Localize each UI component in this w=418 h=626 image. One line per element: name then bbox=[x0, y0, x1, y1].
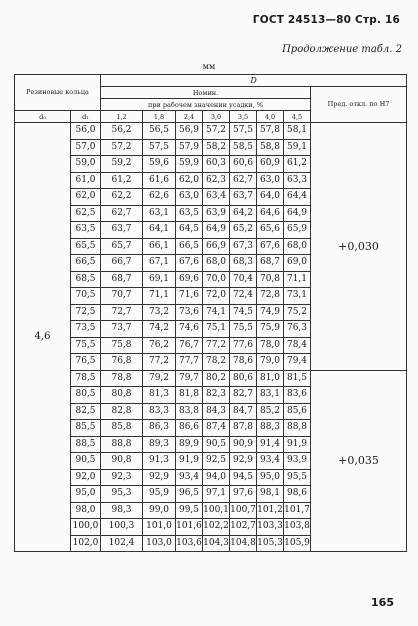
d-nominal-cell: 103,6 bbox=[176, 535, 203, 552]
rubber-ring-header: Резиновые кольца bbox=[15, 75, 101, 111]
d1-cell: 62,5 bbox=[71, 205, 101, 222]
d-nominal-cell: 73,7 bbox=[101, 321, 143, 338]
d-nominal-cell: 56,9 bbox=[176, 123, 203, 140]
d-nominal-cell: 77,2 bbox=[143, 354, 176, 371]
d1-header: d₁ bbox=[71, 111, 101, 123]
d1-cell: 98,0 bbox=[71, 502, 101, 519]
d-nominal-cell: 85,6 bbox=[284, 403, 311, 420]
d-nominal-cell: 63,0 bbox=[257, 172, 284, 189]
d1-cell: 61,0 bbox=[71, 172, 101, 189]
tolerance-cell: +0,030 bbox=[311, 123, 407, 371]
d-nominal-cell: 80,6 bbox=[230, 370, 257, 387]
d-nominal-cell: 62,0 bbox=[176, 172, 203, 189]
d-nominal-cell: 74,1 bbox=[203, 304, 230, 321]
d-nominal-cell: 85,2 bbox=[257, 403, 284, 420]
d-nominal-cell: 83,6 bbox=[284, 387, 311, 404]
d-nominal-cell: 101,2 bbox=[257, 502, 284, 519]
d-nominal-cell: 58,1 bbox=[284, 123, 311, 140]
d1-cell: 68,5 bbox=[71, 271, 101, 288]
shrinkage-header: 3,0 bbox=[203, 111, 230, 123]
d-nominal-cell: 103,8 bbox=[284, 519, 311, 536]
d-nominal-cell: 90,8 bbox=[101, 453, 143, 470]
d-nominal-cell: 61,2 bbox=[284, 156, 311, 173]
d-nominal-cell: 79,7 bbox=[176, 370, 203, 387]
d-nominal-cell: 57,5 bbox=[143, 139, 176, 156]
d-nominal-cell: 91,4 bbox=[257, 436, 284, 453]
d-nominal-cell: 66,5 bbox=[176, 238, 203, 255]
d-nominal-cell: 97,1 bbox=[203, 486, 230, 503]
d-nominal-cell: 102,4 bbox=[101, 535, 143, 552]
d1-cell: 56,0 bbox=[71, 123, 101, 140]
d-nominal-cell: 58,8 bbox=[257, 139, 284, 156]
table-row bbox=[15, 370, 407, 387]
d-nominal-cell: 68,0 bbox=[203, 255, 230, 272]
d-nominal-cell: 59,9 bbox=[176, 156, 203, 173]
d1-cell: 82,5 bbox=[71, 403, 101, 420]
d-nominal-cell: 90,9 bbox=[230, 436, 257, 453]
d-nominal-cell: 63,7 bbox=[230, 189, 257, 206]
d-nominal-cell: 73,6 bbox=[176, 304, 203, 321]
d-nominal-cell: 98,6 bbox=[284, 486, 311, 503]
d-nominal-cell: 62,7 bbox=[101, 205, 143, 222]
d-nominal-cell: 93,4 bbox=[176, 469, 203, 486]
d-nominal-cell: 91,9 bbox=[284, 436, 311, 453]
shrinkage-header: 1,8 bbox=[143, 111, 176, 123]
d1-cell: 95,0 bbox=[71, 486, 101, 503]
d0-value: 4,6 bbox=[15, 123, 71, 552]
d-nominal-cell: 97,6 bbox=[230, 486, 257, 503]
d-nominal-cell: 95,5 bbox=[284, 469, 311, 486]
d-nominal-cell: 57,2 bbox=[203, 123, 230, 140]
d1-cell: 80,5 bbox=[71, 387, 101, 404]
d-nominal-cell: 63,5 bbox=[176, 205, 203, 222]
d-nominal-cell: 75,5 bbox=[230, 321, 257, 338]
d-nominal-cell: 67,1 bbox=[143, 255, 176, 272]
d-nominal-cell: 87,4 bbox=[203, 420, 230, 437]
d-nominal-cell: 62,2 bbox=[101, 189, 143, 206]
d-nominal-cell: 60,3 bbox=[203, 156, 230, 173]
d-nominal-cell: 83,1 bbox=[257, 387, 284, 404]
d-nominal-cell: 105,9 bbox=[284, 535, 311, 552]
d-nominal-cell: 74,5 bbox=[230, 304, 257, 321]
d-nominal-cell: 88,3 bbox=[257, 420, 284, 437]
d-nominal-cell: 90,5 bbox=[203, 436, 230, 453]
d-nominal-cell: 56,5 bbox=[143, 123, 176, 140]
d-nominal-cell: 92,3 bbox=[101, 469, 143, 486]
d-nominal-cell: 69,6 bbox=[176, 271, 203, 288]
unit-label: мм bbox=[202, 62, 216, 71]
d-nominal-cell: 75,8 bbox=[101, 337, 143, 354]
d1-cell: 78,5 bbox=[71, 370, 101, 387]
d-nominal-cell: 58,5 bbox=[230, 139, 257, 156]
d-nominal-cell: 57,2 bbox=[101, 139, 143, 156]
d-nominal-cell: 71,1 bbox=[284, 271, 311, 288]
shrinkage-header: 1,2 bbox=[101, 111, 143, 123]
d-nominal-cell: 100,1 bbox=[203, 502, 230, 519]
d-nominal-cell: 91,9 bbox=[176, 453, 203, 470]
d-nominal-cell: 61,6 bbox=[143, 172, 176, 189]
d1-cell: 90,5 bbox=[71, 453, 101, 470]
d-nominal-cell: 76,3 bbox=[284, 321, 311, 338]
d-nominal-cell: 81,8 bbox=[176, 387, 203, 404]
table-body bbox=[15, 123, 407, 552]
d-nominal-cell: 100,7 bbox=[230, 502, 257, 519]
d-nominal-cell: 72,8 bbox=[257, 288, 284, 305]
page-number: 165 bbox=[371, 596, 394, 609]
d-nominal-cell: 101,7 bbox=[284, 502, 311, 519]
d-nominal-cell: 93,9 bbox=[284, 453, 311, 470]
d-nominal-cell: 91,3 bbox=[143, 453, 176, 470]
d-nominal-cell: 77,6 bbox=[230, 337, 257, 354]
shrinkage-header: 4,5 bbox=[284, 111, 311, 123]
d-nominal-cell: 64,1 bbox=[143, 222, 176, 239]
continuation-note: Продолжение табл. 2 bbox=[282, 44, 402, 55]
d1-cell: 70,5 bbox=[71, 288, 101, 305]
d1-cell: 92,0 bbox=[71, 469, 101, 486]
d-nominal-cell: 67,6 bbox=[176, 255, 203, 272]
d-group-header: D bbox=[101, 75, 407, 87]
d-nominal-cell: 83,8 bbox=[176, 403, 203, 420]
d-nominal-cell: 61,2 bbox=[101, 172, 143, 189]
d-nominal-cell: 72,0 bbox=[203, 288, 230, 305]
d1-cell: 59,0 bbox=[71, 156, 101, 173]
d-nominal-cell: 105,3 bbox=[257, 535, 284, 552]
d1-cell: 62,0 bbox=[71, 189, 101, 206]
document-header: ГОСТ 24513—80 Стр. 16 bbox=[252, 14, 400, 26]
d-nominal-cell: 64,9 bbox=[284, 205, 311, 222]
d-nominal-cell: 82,3 bbox=[203, 387, 230, 404]
d-nominal-cell: 56,2 bbox=[101, 123, 143, 140]
d-nominal-cell: 64,4 bbox=[284, 189, 311, 206]
d-nominal-cell: 57,8 bbox=[257, 123, 284, 140]
d-nominal-cell: 88,8 bbox=[101, 436, 143, 453]
d-nominal-cell: 81,3 bbox=[143, 387, 176, 404]
d1-cell: 65,5 bbox=[71, 238, 101, 255]
d-nominal-cell: 72,4 bbox=[230, 288, 257, 305]
d-nominal-cell: 100,3 bbox=[101, 519, 143, 536]
d-nominal-cell: 84,3 bbox=[203, 403, 230, 420]
d-nominal-cell: 67,3 bbox=[230, 238, 257, 255]
nominal-header: Номин. bbox=[101, 87, 311, 99]
d-nominal-cell: 73,2 bbox=[143, 304, 176, 321]
shrinkage-header: 4,0 bbox=[257, 111, 284, 123]
d1-cell: 85,5 bbox=[71, 420, 101, 437]
d-nominal-cell: 92,9 bbox=[143, 469, 176, 486]
d-nominal-cell: 87,8 bbox=[230, 420, 257, 437]
d-nominal-cell: 103,0 bbox=[143, 535, 176, 552]
d-nominal-cell: 68,3 bbox=[230, 255, 257, 272]
d-nominal-cell: 60,9 bbox=[257, 156, 284, 173]
d-nominal-cell: 77,2 bbox=[203, 337, 230, 354]
d1-cell: 57,0 bbox=[71, 139, 101, 156]
d-nominal-cell: 77,7 bbox=[176, 354, 203, 371]
d-nominal-cell: 64,0 bbox=[257, 189, 284, 206]
d-nominal-cell: 98,1 bbox=[257, 486, 284, 503]
d-nominal-cell: 94,5 bbox=[230, 469, 257, 486]
d-nominal-cell: 70,0 bbox=[203, 271, 230, 288]
dimension-table bbox=[14, 74, 407, 552]
d-nominal-cell: 92,5 bbox=[203, 453, 230, 470]
d-nominal-cell: 104,8 bbox=[230, 535, 257, 552]
d-nominal-cell: 79,2 bbox=[143, 370, 176, 387]
d-nominal-cell: 57,9 bbox=[176, 139, 203, 156]
shrinkage-header: 2,4 bbox=[176, 111, 203, 123]
d-nominal-cell: 63,1 bbox=[143, 205, 176, 222]
d-nominal-cell: 74,2 bbox=[143, 321, 176, 338]
d-nominal-cell: 64,5 bbox=[176, 222, 203, 239]
d-nominal-cell: 58,2 bbox=[203, 139, 230, 156]
d-nominal-cell: 99,0 bbox=[143, 502, 176, 519]
d-nominal-cell: 81,5 bbox=[284, 370, 311, 387]
d-nominal-cell: 63,7 bbox=[101, 222, 143, 239]
table-row bbox=[15, 123, 407, 140]
d-nominal-cell: 82,8 bbox=[101, 403, 143, 420]
d-nominal-cell: 68,7 bbox=[257, 255, 284, 272]
d-nominal-cell: 93,4 bbox=[257, 453, 284, 470]
d-nominal-cell: 70,7 bbox=[101, 288, 143, 305]
d-nominal-cell: 65,7 bbox=[101, 238, 143, 255]
d-nominal-cell: 86,3 bbox=[143, 420, 176, 437]
d-nominal-cell: 73,1 bbox=[284, 288, 311, 305]
d-nominal-cell: 75,1 bbox=[203, 321, 230, 338]
d-nominal-cell: 82,7 bbox=[230, 387, 257, 404]
d1-cell: 75,5 bbox=[71, 337, 101, 354]
d-nominal-cell: 79,0 bbox=[257, 354, 284, 371]
d-nominal-cell: 76,8 bbox=[101, 354, 143, 371]
d1-cell: 88,5 bbox=[71, 436, 101, 453]
d1-cell: 66,5 bbox=[71, 255, 101, 272]
d-nominal-cell: 81,0 bbox=[257, 370, 284, 387]
d1-cell: 102,0 bbox=[71, 535, 101, 552]
d-nominal-cell: 59,1 bbox=[284, 139, 311, 156]
d-nominal-cell: 57,5 bbox=[230, 123, 257, 140]
d-nominal-cell: 101,6 bbox=[176, 519, 203, 536]
d-nominal-cell: 74,6 bbox=[176, 321, 203, 338]
d-nominal-cell: 71,6 bbox=[176, 288, 203, 305]
d-nominal-cell: 59,2 bbox=[101, 156, 143, 173]
d-nominal-cell: 65,6 bbox=[257, 222, 284, 239]
d1-cell: 100,0 bbox=[71, 519, 101, 536]
d-nominal-cell: 86,6 bbox=[176, 420, 203, 437]
d-nominal-cell: 85,8 bbox=[101, 420, 143, 437]
d-nominal-cell: 63,9 bbox=[203, 205, 230, 222]
d-nominal-cell: 79,4 bbox=[284, 354, 311, 371]
d-nominal-cell: 66,7 bbox=[101, 255, 143, 272]
d-nominal-cell: 69,0 bbox=[284, 255, 311, 272]
tolerance-cell: +0,035 bbox=[311, 370, 407, 552]
d-nominal-cell: 70,8 bbox=[257, 271, 284, 288]
d-nominal-cell: 95,3 bbox=[101, 486, 143, 503]
d-nominal-cell: 70,4 bbox=[230, 271, 257, 288]
d-nominal-cell: 66,9 bbox=[203, 238, 230, 255]
d-nominal-cell: 94,0 bbox=[203, 469, 230, 486]
d-nominal-cell: 64,9 bbox=[203, 222, 230, 239]
d-nominal-cell: 60,6 bbox=[230, 156, 257, 173]
d-nominal-cell: 80,2 bbox=[203, 370, 230, 387]
d-nominal-cell: 104,3 bbox=[203, 535, 230, 552]
d0-header: d₀ bbox=[15, 111, 71, 123]
d-nominal-cell: 96,5 bbox=[176, 486, 203, 503]
d1-cell: 73,5 bbox=[71, 321, 101, 338]
d1-cell: 63,5 bbox=[71, 222, 101, 239]
d1-cell: 76,5 bbox=[71, 354, 101, 371]
d-nominal-cell: 64,2 bbox=[230, 205, 257, 222]
d-nominal-cell: 71,1 bbox=[143, 288, 176, 305]
d-nominal-cell: 68,0 bbox=[284, 238, 311, 255]
d-nominal-cell: 103,3 bbox=[257, 519, 284, 536]
d1-cell: 72,5 bbox=[71, 304, 101, 321]
d-nominal-cell: 78,0 bbox=[257, 337, 284, 354]
d-nominal-cell: 66,1 bbox=[143, 238, 176, 255]
d-nominal-cell: 65,9 bbox=[284, 222, 311, 239]
d-nominal-cell: 67,6 bbox=[257, 238, 284, 255]
d-nominal-cell: 65,2 bbox=[230, 222, 257, 239]
d-nominal-cell: 62,7 bbox=[230, 172, 257, 189]
shrinkage-label: при рабочем значении усадки, % bbox=[101, 99, 311, 111]
d-nominal-cell: 84,7 bbox=[230, 403, 257, 420]
d-nominal-cell: 63,0 bbox=[176, 189, 203, 206]
tolerance-header: Пред. откл. по Н7 bbox=[311, 87, 407, 123]
d-nominal-cell: 95,9 bbox=[143, 486, 176, 503]
d-nominal-cell: 59,6 bbox=[143, 156, 176, 173]
d-nominal-cell: 75,9 bbox=[257, 321, 284, 338]
d-nominal-cell: 99,5 bbox=[176, 502, 203, 519]
d-nominal-cell: 83,3 bbox=[143, 403, 176, 420]
d-nominal-cell: 64,6 bbox=[257, 205, 284, 222]
d-nominal-cell: 72,7 bbox=[101, 304, 143, 321]
d-nominal-cell: 102,2 bbox=[203, 519, 230, 536]
d-nominal-cell: 78,4 bbox=[284, 337, 311, 354]
d-nominal-cell: 78,8 bbox=[101, 370, 143, 387]
d-nominal-cell: 88,8 bbox=[284, 420, 311, 437]
d-nominal-cell: 89,3 bbox=[143, 436, 176, 453]
d-nominal-cell: 76,2 bbox=[143, 337, 176, 354]
d-nominal-cell: 63,3 bbox=[284, 172, 311, 189]
d-nominal-cell: 78,2 bbox=[203, 354, 230, 371]
shrinkage-header: 3,5 bbox=[230, 111, 257, 123]
d-nominal-cell: 68,7 bbox=[101, 271, 143, 288]
d-nominal-cell: 95,0 bbox=[257, 469, 284, 486]
d-nominal-cell: 75,2 bbox=[284, 304, 311, 321]
d-nominal-cell: 62,3 bbox=[203, 172, 230, 189]
d-nominal-cell: 74,9 bbox=[257, 304, 284, 321]
d-nominal-cell: 101,0 bbox=[143, 519, 176, 536]
d-nominal-cell: 63,4 bbox=[203, 189, 230, 206]
d-nominal-cell: 69,1 bbox=[143, 271, 176, 288]
d-nominal-cell: 76,7 bbox=[176, 337, 203, 354]
d-nominal-cell: 89,9 bbox=[176, 436, 203, 453]
d-nominal-cell: 78,6 bbox=[230, 354, 257, 371]
d-nominal-cell: 62,6 bbox=[143, 189, 176, 206]
d-nominal-cell: 80,8 bbox=[101, 387, 143, 404]
d-nominal-cell: 98,3 bbox=[101, 502, 143, 519]
d-nominal-cell: 92,9 bbox=[230, 453, 257, 470]
d-nominal-cell: 102,7 bbox=[230, 519, 257, 536]
